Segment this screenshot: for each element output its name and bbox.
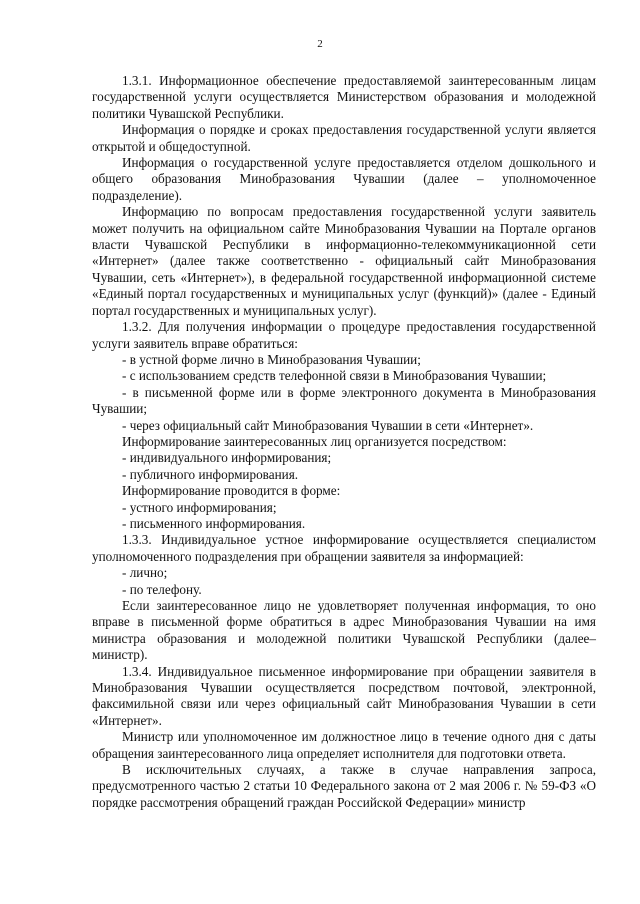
paragraph: 1.3.1. Информационное обеспечение предоставляемой заинтересованным лицам государственной услуги осуществляется Министерством образования и молодежной политики Чувашской Республики. xyxy=(92,73,596,121)
list-item: - письменного информирования. xyxy=(122,515,306,531)
list-item: - индивидуального информирования; xyxy=(122,450,332,466)
list-item: - через официальный сайт Минобразования Чувашии в сети «Интернет». xyxy=(122,417,534,433)
paragraph: 1.3.4. Индивидуальное письменное информирование при обращении заявителя в Минобразования Чувашии осуществляется посредством почтовой, электронной, факсимильной связи или через официальный сайт Минобразования Чувашии в сети «Интернет». xyxy=(92,663,596,728)
paragraph: - в письменной форме или в форме электронного документа в Минобразования Чувашии; xyxy=(92,384,596,417)
paragraph: В исключительных случаях, а также в случае направления запроса, предусмотренного частью 2 статьи 10 Федерального закона от 2 мая 2006 г. № 59-ФЗ «О порядке рассмотрения обращений граждан Российской Федерации» министр xyxy=(92,762,596,810)
list-item: Информирование проводится в форме: xyxy=(122,483,341,499)
list-item: - по телефону. xyxy=(122,581,202,597)
paragraph: Министр или уполномоченное им должностное лицо в течение одного дня с даты обращения заинтересованного лица определяет исполнителя для подготовки ответа. xyxy=(92,729,596,761)
page-number: 2 xyxy=(317,38,323,50)
list-item: - лично; xyxy=(122,565,168,581)
document-body xyxy=(92,73,596,811)
paragraph: 1.3.2. Для получения информации о процедуре предоставления государственной услуги заявитель вправе обратиться: xyxy=(92,319,596,351)
list-item: - с использованием средств телефонной связи в Минобразования Чувашии; xyxy=(122,368,547,384)
paragraph: Если заинтересованное лицо не удовлетворяет полученная информация, то оно вправе в письменной форме обратиться в адрес Минобразования Чувашии на имя министра образования и молодежной политики Чувашской Республики (далее– министр). xyxy=(92,598,596,663)
paragraph: 1.3.3. Индивидуальное устное информирование осуществляется специалистом уполномоченного подразделения при обращении заявителя за информацией: xyxy=(92,532,596,564)
list-item: - устного информирования; xyxy=(122,499,277,515)
list-item: - публичного информирования. xyxy=(122,466,299,482)
paragraph: Информация о порядке и сроках предоставления государственной услуги является открытой и общедоступной. xyxy=(92,122,596,154)
list-item: - в устной форме лично в Минобразования Чувашии; xyxy=(122,351,421,367)
list-item: Информирование заинтересованных лиц организуется посредством: xyxy=(122,433,507,449)
paragraph: Информация о государственной услуге предоставляется отделом дошкольного и общего образования Минобразования Чувашии (далее – уполномоченное подразделение). xyxy=(92,155,596,203)
paragraph: Информацию по вопросам предоставления государственной услуги заявитель может получить на официальном сайте Минобразования Чувашии на Портале органов власти Чувашской Республики в информационно-телекоммуникационной сети «Интернет» (далее также соответственно - официальный сайт Минобразования Чувашии, сеть «Интернет»), в федеральной государственной информационной системе «Единый портал государственных и муниципальных услуг (функций)» (далее - Единый портал государственных и муниципальных услуг). xyxy=(92,204,596,318)
